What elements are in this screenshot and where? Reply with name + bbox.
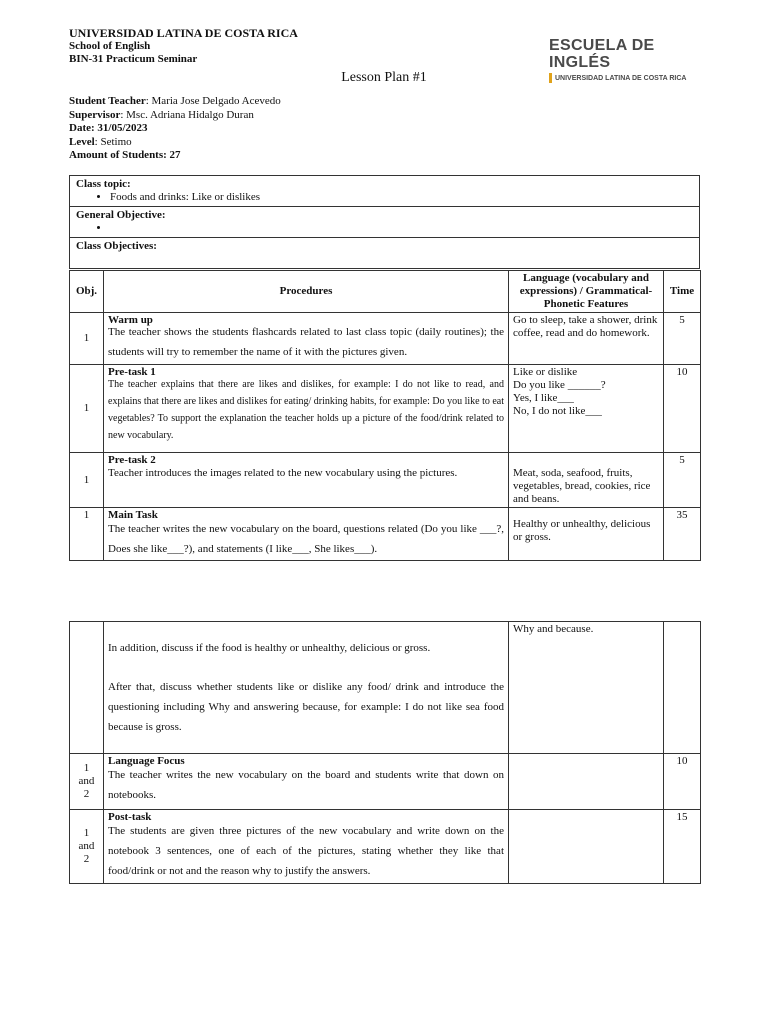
general-objective-list — [76, 222, 693, 235]
header-procedures: Procedures — [104, 271, 509, 313]
table-row — [70, 508, 701, 561]
language-text: Meat, soda, seafood, fruits, vegetables, bread, cookies, rice and beans. — [513, 467, 651, 505]
level-line — [69, 136, 281, 150]
procedure-cell — [104, 754, 509, 810]
language-text: Healthy or unhealthy, delicious or gross. — [513, 518, 651, 543]
supervisor-line — [69, 109, 281, 123]
time-cell: 10 — [664, 365, 701, 453]
supervisor-value: : Msc. Adriana Hidalgo Duran — [120, 108, 254, 121]
class-topic-label: Class topic: — [76, 178, 131, 190]
university-name: UNIVERSIDAD LATINA DE COSTA RICA — [69, 26, 298, 40]
language-cell: Why and because. — [509, 622, 664, 754]
procedure-body: The teacher explains that there are likes and dislikes, for example: I do not like to read, and explains that there are likes and dislikes for eating/ drinking habits, for example: Do you like to eat vegetables? To support the explanation the teacher holds up a picture of the food/drink related to new vocabulary. — [108, 379, 505, 441]
lesson-plan-table-continued — [69, 621, 701, 884]
procedure-body: Teacher introduces the images related to the new vocabulary using the pictures. — [108, 467, 458, 479]
language-cell — [509, 508, 664, 561]
table-row — [70, 453, 701, 508]
obj-cell — [70, 810, 104, 884]
logo-line-2: INGLÉS — [549, 54, 611, 71]
obj-line: 2 — [83, 853, 90, 865]
procedure-body: The teacher writes the new vocabulary on the board, questions related (Do you like ___?, Does she like___?), and statements (I like___, She likes___). — [108, 523, 504, 555]
time-cell: 5 — [664, 453, 701, 508]
document-header — [69, 27, 298, 66]
table-row — [70, 754, 701, 810]
general-objective-cell — [70, 207, 700, 238]
procedure-cell — [104, 453, 509, 508]
student-teacher-value: : Maria Jose Delgado Acevedo — [145, 95, 281, 107]
time-cell: 35 — [664, 508, 701, 561]
header-time: Time — [664, 271, 701, 313]
class-objectives-label: Class Objectives: — [76, 240, 157, 252]
table-header-row — [70, 271, 701, 313]
procedure-title: Pre-task 2 — [108, 454, 156, 466]
obj-cell — [70, 754, 104, 810]
supervisor-label: Supervisor — [69, 108, 121, 121]
table-row — [70, 810, 701, 884]
procedure-cell — [104, 508, 509, 561]
logo-line-3: UNIVERSIDAD LATINA DE COSTA RICA — [555, 74, 687, 82]
time-cell — [664, 622, 701, 754]
class-topic-list — [76, 191, 693, 204]
student-teacher-label: Student Teacher — [69, 95, 146, 107]
language-line: Do you like ______? — [513, 379, 606, 391]
level-label: Level — [69, 135, 95, 148]
class-topic-table — [69, 175, 700, 269]
obj-line: and — [78, 840, 95, 852]
date-line — [69, 122, 281, 136]
procedure-cell — [104, 622, 509, 754]
procedure-paragraph: After that, discuss whether students like or dislike any food/ drink and introduce the questioning including Why and answering because, for example: I do not like sea food because is gross. — [108, 681, 504, 733]
course-name: BIN-31 Practicum Seminar — [69, 53, 198, 65]
procedure-title: Post-task — [108, 811, 152, 823]
language-cell — [509, 365, 664, 453]
table-row — [70, 622, 701, 754]
date-value: Date: 31/05/2023 — [69, 122, 148, 134]
obj-cell: 1 — [70, 365, 104, 453]
language-cell — [509, 754, 664, 810]
page-title: Lesson Plan #1 — [341, 70, 427, 85]
table-row — [70, 313, 701, 365]
language-line: Like or dislike — [513, 366, 578, 378]
procedure-title: Pre-task 1 — [108, 366, 156, 378]
procedure-title: Main Task — [108, 509, 158, 521]
procedure-paragraph: In addition, discuss if the food is healthy or unhealthy, delicious or gross. — [108, 642, 431, 654]
header-obj: Obj. — [70, 271, 104, 313]
class-topic-item: • Foods and drinks: Like or dislikes — [110, 191, 693, 204]
level-value: : Setimo — [94, 135, 132, 148]
lesson-info — [69, 95, 281, 163]
procedure-cell — [104, 313, 509, 365]
obj-line: 1 — [83, 827, 90, 839]
general-objective-item — [110, 222, 693, 235]
procedure-cell — [104, 365, 509, 453]
student-teacher-line — [69, 95, 281, 109]
school-name: School of English — [69, 40, 151, 52]
procedure-cell — [104, 810, 509, 884]
obj-line: 1 — [83, 762, 90, 774]
procedure-body: The students are given three pictures of the new vocabulary and write down on the notebook 3 sentences, one of each of the pictures, stating whether they like that food/drink or not and the reason why to justify the answers. — [108, 825, 504, 877]
language-cell: Go to sleep, take a shower, drink coffee, read and do homework. — [509, 313, 664, 365]
class-topic-row — [70, 176, 700, 207]
lesson-plan-table — [69, 270, 701, 561]
obj-cell: 1 — [70, 313, 104, 365]
class-objectives-row — [70, 238, 700, 269]
obj-cell: 1 — [70, 453, 104, 508]
procedure-title: Language Focus — [108, 755, 185, 767]
procedure-body: The teacher writes the new vocabulary on the board and students write that down on notebooks. — [108, 769, 504, 801]
language-cell — [509, 810, 664, 884]
obj-cell: 1 — [70, 508, 104, 561]
students-value: Amount of Students: 27 — [69, 149, 181, 161]
language-line: Yes, I like___ — [513, 392, 574, 404]
table-row — [70, 365, 701, 453]
class-objectives-cell — [70, 238, 700, 269]
students-line — [69, 149, 281, 163]
logo-line-1: ESCUELA DE — [549, 37, 655, 54]
class-topic-cell — [70, 176, 700, 207]
header-language: Language (vocabulary and expressions) / Grammatical-Phonetic Features — [509, 271, 664, 313]
time-cell: 5 — [664, 313, 701, 365]
general-objective-label: General Objective: — [76, 209, 166, 221]
obj-line: and — [78, 775, 95, 787]
time-cell: 15 — [664, 810, 701, 884]
obj-cell — [70, 622, 104, 754]
time-cell: 10 — [664, 754, 701, 810]
procedure-title: Warm up — [108, 314, 153, 326]
general-objective-row — [70, 207, 700, 238]
language-line: No, I do not like___ — [513, 405, 602, 417]
procedure-body: The teacher shows the students flashcards related to last class topic (daily routines); the students will try to remember the name of it with the pictures given. — [108, 326, 504, 358]
obj-line: 2 — [83, 788, 90, 800]
language-cell — [509, 453, 664, 508]
